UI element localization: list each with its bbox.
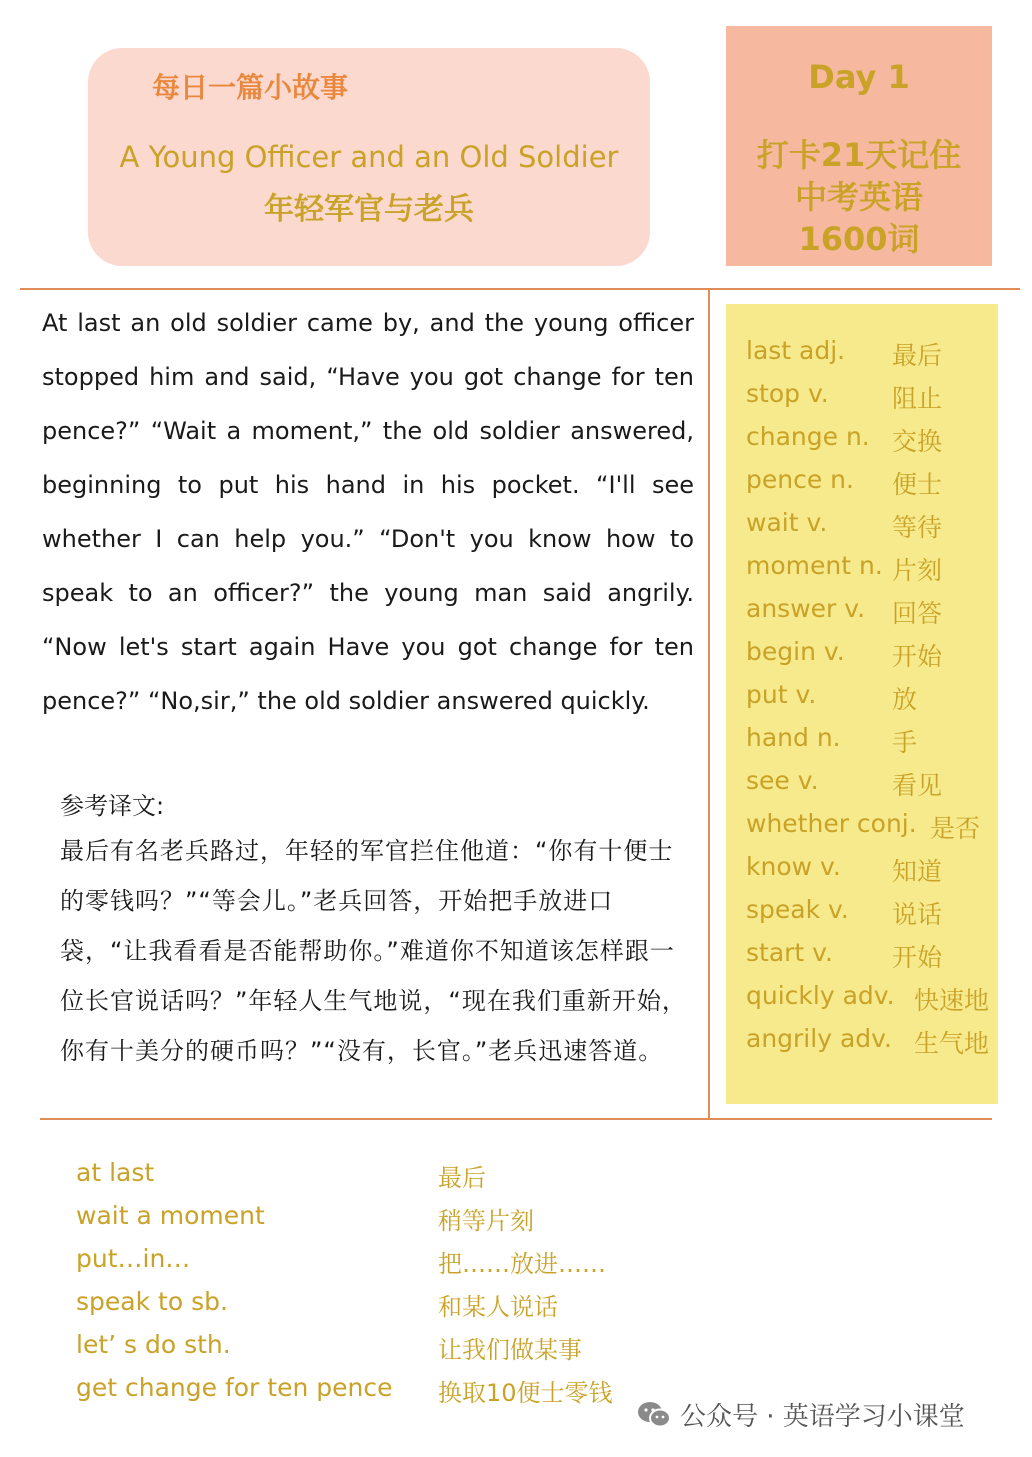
vocab-word: whether conj. [746,809,917,838]
story-text: At last an old soldier came by, and the young officer stopped him and said, “Have you got change for ten pence?” “Wait a moment,” the old soldier answered, beginning to put his hand in his pocket. “I'll see whether I can help you.” “Don't you know how to speak to an officer?” the young man said angrily. “Now let's start again Have you got change for ten pence?” “No,sir,” the old soldier answered quickly. [42,309,694,715]
day-card-line-2: 中考英语 [794,178,923,216]
vocab-meaning: 快速地 [914,986,990,1015]
phrase-meaning: 稍等片刻 [438,1207,534,1235]
vocab-meaning: 等待 [892,513,943,542]
vocab-meaning: 看见 [892,771,943,800]
vocab-meaning: 说话 [892,900,943,929]
vocab-meaning: 片刻 [892,556,943,585]
vocab-meaning: 回答 [892,599,943,628]
vocab-word: begin v. [746,637,845,666]
header-label: 每日一篇小故事 [152,71,349,104]
vocab-word: quickly adv. [746,981,895,1010]
day-card [726,26,992,266]
phrase-text: wait a moment [76,1201,265,1230]
phrase-meaning: 把……放进…… [438,1250,606,1278]
vocab-word: change n. [746,422,870,451]
vocab-meaning: 放 [892,685,918,714]
vocab-word: see v. [746,766,819,795]
wechat-icon [636,1400,672,1430]
column-divider [708,288,710,1120]
bottom-divider [40,1118,992,1120]
vocab-word: pence n. [746,465,854,494]
vocab-meaning: 阻止 [892,384,943,413]
vocab-word: answer v. [746,594,866,623]
vocab-meaning: 手 [892,728,918,757]
vocab-word: angrily adv. [746,1024,892,1053]
vocab-word: put v. [746,680,817,709]
story-title-en: A Young Officer and an Old Soldier [119,140,619,174]
vocab-word: hand n. [746,723,841,752]
phrase-text: at last [76,1158,155,1187]
day-card-line-1: 打卡21天记住 [756,136,962,174]
vocab-meaning: 交换 [892,427,943,456]
phrase-text: speak to sb. [76,1287,228,1316]
vocab-meaning: 生气地 [914,1029,990,1058]
translation-text: 最后有名老兵路过，年轻的军官拦住他道：“你有十便士的零钱吗？”“等会儿。”老兵回答，开始把手放进口袋，“让我看看是否能帮助你。”难道你不知道该怎样跟一位长官说话吗？”年轻人生气地说，“现在我们重新开始，你有十美分的硬币吗？”“没有，长官。”老兵迅速答道。 [60,837,687,1065]
vocab-meaning: 开始 [892,642,943,671]
vocab-word: stop v. [746,379,829,408]
day-card-line-3: 1600词 [798,220,920,258]
translation-heading: 参考译文: [60,792,165,820]
vocab-word: wait v. [746,508,828,537]
phrase-text: put…in… [76,1244,191,1273]
vocab-meaning: 知道 [892,857,943,886]
vocab-word: speak v. [746,895,849,924]
vocab-meaning: 最后 [892,341,943,370]
vocab-word: moment n. [746,551,883,580]
day-label: Day 1 [808,58,910,96]
vocab-word: start v. [746,938,833,967]
phrase-meaning: 让我们做某事 [438,1336,582,1364]
watermark-text: 公众号 · 英语学习小课堂 [680,1402,965,1432]
phrase-meaning: 和某人说话 [438,1293,558,1321]
vocab-word: last adj. [746,336,846,365]
phrase-text: let’ s do sth. [76,1330,231,1359]
top-divider [20,288,1020,290]
vocab-word: know v. [746,852,841,881]
vocab-meaning: 便士 [892,470,943,499]
vocab-meaning: 开始 [892,943,943,972]
vocab-meaning: 是否 [930,814,981,843]
story-title-zh: 年轻军官与老兵 [264,192,474,227]
phrase-meaning: 最后 [438,1164,486,1192]
phrase-meaning: 换取10便士零钱 [438,1379,613,1407]
phrase-text: get change for ten pence [76,1373,393,1402]
